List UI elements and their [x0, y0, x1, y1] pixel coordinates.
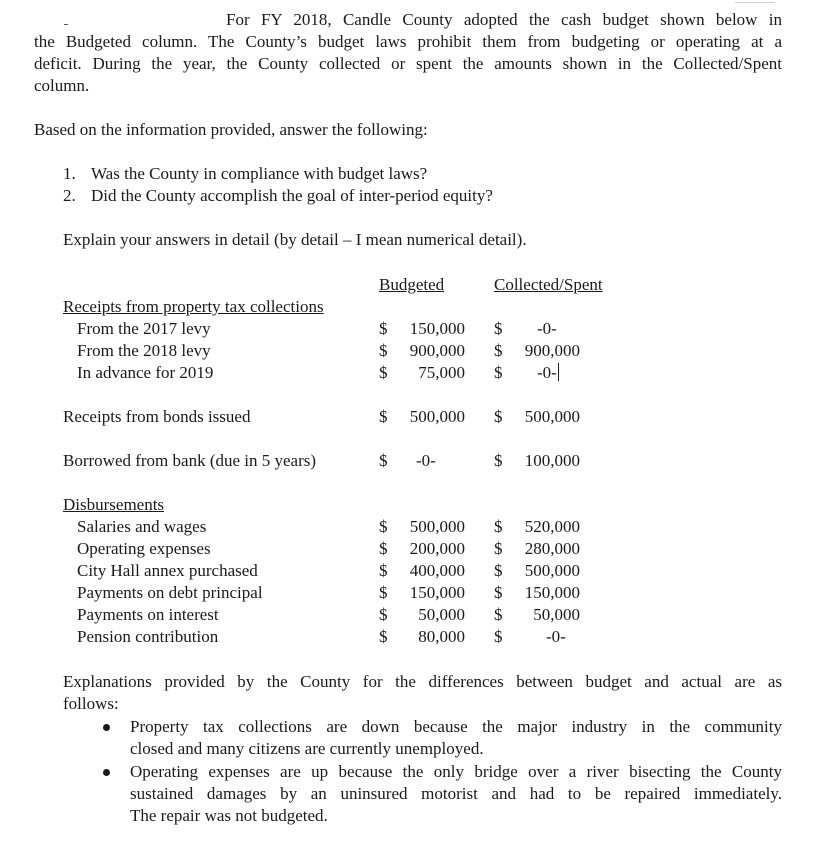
budgeted-dollar-sign: $ [379, 451, 388, 470]
column-header-budgeted: Budgeted [379, 275, 445, 294]
bullet-2-line-1: Operating expenses are up because the only bridge over a river bisecting the County [130, 762, 782, 781]
budgeted-value-bank-borrowing: -0- [416, 451, 436, 470]
budgeted-value-operating-expenses: 200,000 [409, 539, 465, 558]
budgeted-value-salaries: 500,000 [409, 517, 465, 536]
budgeted-value-debt-principal: 150,000 [409, 583, 465, 602]
collected-value-bonds: 500,000 [524, 407, 580, 426]
question-1-text: Was the County in compliance with budget laws? [91, 164, 428, 183]
budgeted-dollar-sign: $ [379, 517, 388, 536]
intro-line-2: the Budgeted column. The County’s budget laws prohibit them from budgeting or operating at a [34, 32, 782, 51]
intro-line-4: column. [34, 76, 90, 95]
explanations-intro-line-2: follows: [63, 694, 119, 713]
row-label-pension: Pension contribution [77, 627, 219, 646]
budgeted-value-2018-levy: 900,000 [409, 341, 465, 360]
collected-value-text: -0- [537, 363, 557, 382]
prompt-text: Based on the information provided, answer the following: [34, 120, 428, 139]
row-label-interest: Payments on interest [77, 605, 219, 624]
bullet-icon [103, 769, 110, 776]
question-2-number: 2. [63, 186, 76, 205]
row-label-advance-2019: In advance for 2019 [77, 363, 214, 382]
bullet-2-line-2: sustained damages by an uninsured motorist and had to be repaired immediately. [130, 784, 782, 803]
disbursements-heading: Disbursements [63, 495, 165, 514]
row-label-operating-expenses: Operating expenses [77, 539, 211, 558]
collected-value-interest: 50,000 [533, 605, 580, 624]
collected-dollar-sign: $ [494, 561, 503, 580]
collected-dollar-sign: $ [494, 451, 503, 470]
top-divider [735, 2, 775, 3]
budgeted-dollar-sign: $ [379, 627, 388, 646]
collected-value-city-hall-annex: 500,000 [524, 561, 580, 580]
budgeted-dollar-sign: $ [379, 407, 388, 426]
collected-dollar-sign: $ [494, 319, 503, 338]
budgeted-value-pension: 80,000 [418, 627, 465, 646]
budgeted-dollar-sign: $ [379, 561, 388, 580]
budgeted-dollar-sign: $ [379, 539, 388, 558]
budgeted-dollar-sign: $ [379, 583, 388, 602]
receipts-heading: Receipts from property tax collections [63, 297, 324, 316]
budgeted-value-bonds: 500,000 [409, 407, 465, 426]
question-1-number: 1. [63, 164, 76, 183]
budgeted-value-interest: 50,000 [418, 605, 465, 624]
collected-value-salaries: 520,000 [524, 517, 580, 536]
collected-value-2018-levy: 900,000 [524, 341, 580, 360]
row-label-2017-levy: From the 2017 levy [77, 319, 211, 338]
collected-value-advance-2019 [537, 362, 559, 384]
budgeted-value-advance-2019: 75,000 [418, 363, 465, 382]
bullet-1-line-1: Property tax collections are down because the major industry in the community [130, 717, 782, 736]
row-label-city-hall-annex: City Hall annex purchased [77, 561, 258, 580]
collected-dollar-sign: $ [494, 627, 503, 646]
column-header-collected-spent: Collected/Spent [494, 275, 603, 294]
intro-line-3: deficit. During the year, the County collected or spent the amounts shown in the Collected/Spent [34, 54, 782, 73]
row-label-2018-levy: From the 2018 levy [77, 341, 211, 360]
question-2-text: Did the County accomplish the goal of inter-period equity? [91, 186, 493, 205]
collected-value-pension: -0- [546, 627, 566, 646]
intro-line-1: For FY 2018, Candle County adopted the cash budget shown below in [226, 10, 782, 29]
budgeted-dollar-sign: $ [379, 605, 388, 624]
budgeted-dollar-sign: $ [379, 319, 388, 338]
collected-value-operating-expenses: 280,000 [524, 539, 580, 558]
collected-dollar-sign: $ [494, 341, 503, 360]
budgeted-dollar-sign: $ [379, 363, 388, 382]
budgeted-dollar-sign: $ [379, 341, 388, 360]
collected-dollar-sign: $ [494, 583, 503, 602]
explain-instruction: Explain your answers in detail (by detail – I mean numerical detail). [63, 230, 527, 249]
collected-dollar-sign: $ [494, 363, 503, 382]
budgeted-value-2017-levy: 150,000 [409, 319, 465, 338]
row-label-bonds: Receipts from bonds issued [63, 407, 251, 426]
collected-value-2017-levy: -0- [537, 319, 557, 338]
budgeted-value-city-hall-annex: 400,000 [409, 561, 465, 580]
row-label-bank-borrowing: Borrowed from bank (due in 5 years) [63, 451, 317, 470]
explanations-intro-line-1: Explanations provided by the County for the differences between budget and actual are as [63, 672, 782, 691]
collected-dollar-sign: $ [494, 517, 503, 536]
bullet-2-line-3: The repair was not budgeted. [130, 806, 328, 825]
collected-value-bank-borrowing: 100,000 [524, 451, 580, 470]
collected-dollar-sign: $ [494, 605, 503, 624]
bullet-icon [103, 724, 110, 731]
collected-dollar-sign: $ [494, 539, 503, 558]
stray-mark [64, 24, 68, 25]
collected-dollar-sign: $ [494, 407, 503, 426]
row-label-debt-principal: Payments on debt principal [77, 583, 263, 602]
bullet-1-line-2: closed and many citizens are currently unemployed. [130, 739, 484, 758]
row-label-salaries: Salaries and wages [77, 517, 207, 536]
text-cursor [558, 363, 559, 381]
collected-value-debt-principal: 150,000 [524, 583, 580, 602]
